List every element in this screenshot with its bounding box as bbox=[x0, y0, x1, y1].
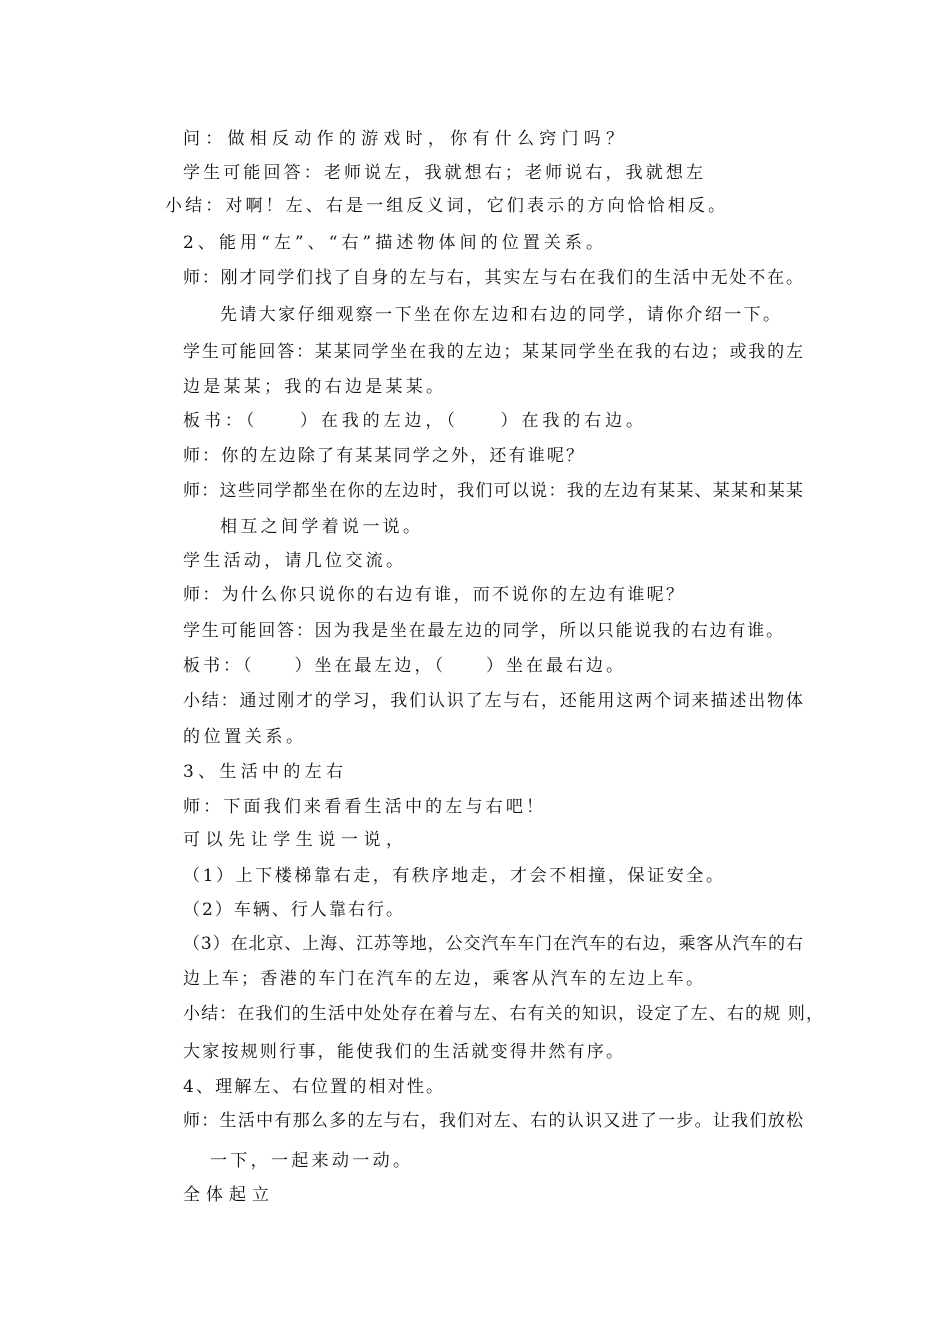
text-line-1: 问：做相反动作的游戏时，你有什么窍门吗？ bbox=[183, 129, 629, 149]
text-line-15: 学生可能回答：因为我是坐在最左边的同学，所以只能说我的右边有谁。 bbox=[183, 621, 785, 641]
section-heading-4: 4、理解左、右位置的相对性。 bbox=[183, 1077, 446, 1097]
text-line-18: 的位置关系。 bbox=[183, 727, 307, 747]
text-line-6: 先请大家仔细观察一下坐在你左边和右边的同学，请你介绍一下。 bbox=[220, 305, 783, 325]
blackboard-line-2: 板书：（ ）坐在最左边，（ ）坐在最右边。 bbox=[183, 656, 626, 676]
text-line-31: 全体起立 bbox=[183, 1185, 275, 1205]
text-line-2: 学生可能回答：老师说左，我就想右；老师说右，我就想左 bbox=[183, 163, 707, 183]
text-line-29: 师：生活中有那么多的左与右，我们对左、右的认识又进了一步。让我们放松 bbox=[183, 1111, 805, 1131]
text-line-3: 小结：对啊！左、右是一组反义词，它们表示的方向恰恰相反。 bbox=[165, 196, 729, 216]
list-item-2: （2）车辆、行人靠右行。 bbox=[183, 900, 406, 920]
section-heading-2: 2、能用“左”、“右”描述物体间的位置关系。 bbox=[183, 233, 608, 253]
text-line-7: 学生可能回答：某某同学坐在我的左边；某某同学坐在我的右边；或我的左 bbox=[183, 342, 805, 362]
text-line-20: 师：下面我们来看看生活中的左与右吧！ bbox=[183, 797, 547, 817]
text-line-21: 可以先让学生说一说， bbox=[183, 830, 409, 850]
section-heading-3: 3、生活中的左右 bbox=[183, 762, 348, 782]
text-line-25: 边上车；香港的车门在汽车的左边，乘客从汽车的左边上车。 bbox=[183, 969, 706, 989]
text-line-30: 一下，一起来动一动。 bbox=[210, 1151, 414, 1171]
blackboard-line-1: 板书：（ ）在我的左边，（ ）在我的右边。 bbox=[183, 411, 647, 431]
list-item-1: （1）上下楼梯靠右走，有秩序地走，才会不相撞，保证安全。 bbox=[183, 866, 726, 886]
text-line-27: 大家按规则行事，能使我们的生活就变得井然有序。 bbox=[183, 1042, 626, 1062]
text-line-8: 边是某某；我的右边是某某。 bbox=[183, 377, 447, 397]
text-line-5: 师：刚才同学们找了自身的左与右，其实左与右在我们的生活中无处不在。 bbox=[183, 268, 805, 288]
text-line-10: 师：你的左边除了有某某同学之外，还有谁呢？ bbox=[183, 446, 586, 466]
text-line-11: 师：这些同学都坐在你的左边时，我们可以说：我的左边有某某、某某和某某 bbox=[183, 481, 805, 501]
text-line-17: 小结：通过刚才的学习，我们认识了左与右，还能用这两个词来描述出物体 bbox=[183, 691, 805, 711]
text-line-13: 学生活动，请几位交流。 bbox=[183, 551, 407, 571]
list-item-3: （3）在北京、上海、江苏等地，公交汽车车门在汽车的右边，乘客从汽车的右 bbox=[183, 934, 804, 954]
text-line-12: 相互之间学着说一说。 bbox=[220, 517, 424, 537]
text-line-14: 师：为什么你只说你的右边有谁，而不说你的左边有谁呢？ bbox=[183, 585, 686, 605]
text-line-26: 小结：在我们的生活中处处存在着与左、右有关的知识，设定了左、右的规 则， bbox=[183, 1004, 825, 1024]
